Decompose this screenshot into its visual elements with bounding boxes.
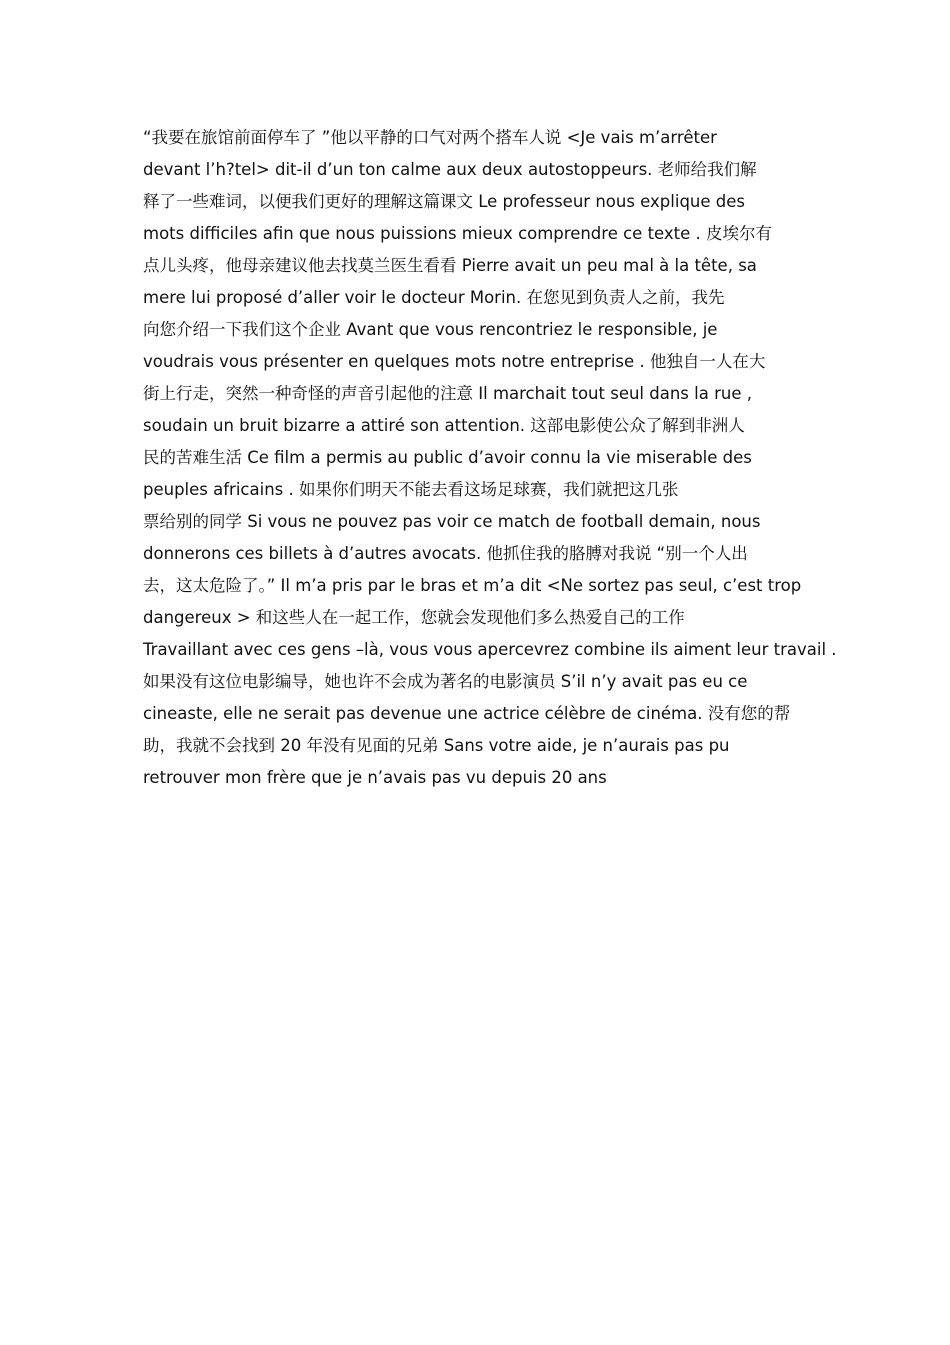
body-text — [143, 122, 843, 794]
text-line: 票给别的同学 Si vous ne pouvez pas voir ce match de football demain, nous — [143, 512, 761, 531]
text-line: soudain un bruit bizarre a attiré son attention. 这部电影使公众了解到非洲人 — [143, 416, 745, 435]
text-line: “我要在旅馆前面停车了 ”他以平静的口气对两个搭车人说 <Je vais m’arrêter — [143, 128, 717, 147]
text-line: 释了一些难词，以便我们更好的理解这篇课文 Le professeur nous explique des — [143, 192, 745, 211]
text-line: retrouver mon frère que je n’avais pas vu depuis 20 ans — [143, 768, 607, 787]
text-line: 去，这太危险了。” Il m’a pris par le bras et m’a dit <Ne sortez pas seul, c’est trop — [143, 576, 802, 595]
text-line: dangereux > 和这些人在一起工作，您就会发现他们多么热爱自己的工作 — [143, 608, 685, 627]
text-line: 街上行走，突然一种奇怪的声音引起他的注意 Il marchait tout seul dans la rue , — [143, 384, 752, 403]
text-line: voudrais vous présenter en quelques mots notre entreprise . 他独自一人在大 — [143, 352, 766, 371]
text-line: 点儿头疼，他母亲建议他去找莫兰医生看看 Pierre avait un peu mal à la tête, sa — [143, 256, 757, 275]
text-line: peuples africains . 如果你们明天不能去看这场足球赛，我们就把这几张 — [143, 480, 679, 499]
text-line: devant l’h?tel> dit-il d’un ton calme aux deux autostoppeurs. 老师给我们解 — [143, 160, 757, 179]
text-line: 助，我就不会找到 20 年没有见面的兄弟 Sans votre aide, je n’aurais pas pu — [143, 736, 730, 755]
text-line: donnerons ces billets à d’autres avocats. 他抓住我的胳膊对我说 “别一个人出 — [143, 544, 748, 563]
text-line: 向您介绍一下我们这个企业 Avant que vous rencontriez le responsible, je — [143, 320, 718, 339]
text-line: cineaste, elle ne serait pas devenue une actrice célèbre de cinéma. 没有您的帮 — [143, 704, 791, 723]
text-line: mere lui proposé d’aller voir le docteur Morin. 在您见到负责人之前，我先 — [143, 288, 725, 307]
text-line: 如果没有这位电影编导，她也许不会成为著名的电影演员 S’il n’y avait pas eu ce — [143, 672, 748, 691]
text-line: mots difficiles afin que nous puissions mieux comprendre ce texte . 皮埃尔有 — [143, 224, 773, 243]
text-line: Travaillant avec ces gens –là, vous vous apercevrez combine ils aiment leur travail . — [143, 640, 837, 659]
text-line: 民的苦难生活 Ce film a permis au public d’avoir connu la vie miserable des — [143, 448, 752, 467]
